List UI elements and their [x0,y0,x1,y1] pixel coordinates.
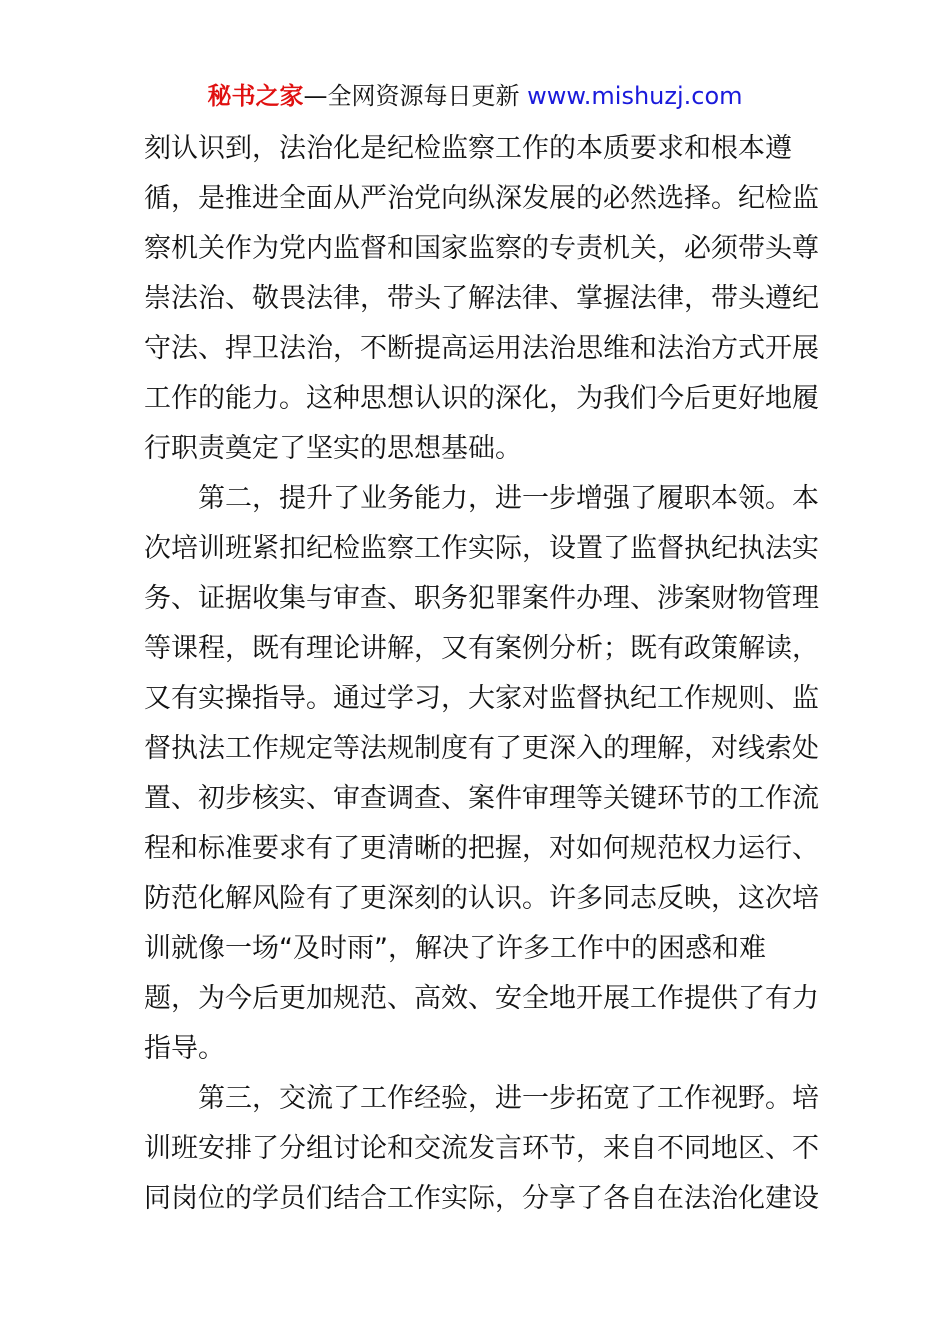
text-line: 崇法治、敬畏法律，带头了解法律、掌握法律，带头遵纪 [144,283,819,314]
text-line: 题，为今后更加规范、高效、安全地开展工作提供了有力 [144,983,819,1014]
text-line: 务、证据收集与审查、职务犯罪案件办理、涉案财物管理 [144,583,819,614]
text-line: 次培训班紧扣纪检监察工作实际，设置了监督执纪执法实 [144,533,819,564]
text-line: 工作的能力。这种思想认识的深化，为我们今后更好地履 [144,383,819,414]
text-line: 守法、捍卫法治，不断提高运用法治思维和法治方式开展 [144,333,819,364]
site-url[interactable]: www.mishuzj.com [527,82,743,110]
text-line: 行职责奠定了坚实的思想基础。 [144,433,522,464]
text-line: 指导。 [144,1033,225,1064]
text-line: 第三，交流了工作经验，进一步拓宽了工作视野。培 [144,1083,819,1114]
text-line: 等课程，既有理论讲解，又有案例分析；既有政策解读， [144,633,819,664]
page-header [0,80,950,112]
text-line: 又有实操指导。通过学习，大家对监督执纪工作规则、监 [144,683,819,714]
site-brand: 秘书之家 [207,82,304,110]
text-line: 第二，提升了业务能力，进一步增强了履职本领。本 [144,483,819,514]
text-line: 循，是推进全面从严治党向纵深发展的必然选择。纪检监 [144,183,819,214]
text-line: 防范化解风险有了更深刻的认识。许多同志反映，这次培 [144,883,819,914]
text-line: 察机关作为党内监督和国家监察的专责机关，必须带头尊 [144,233,819,264]
document-body [144,124,819,1224]
text-line: 同岗位的学员们结合工作实际，分享了各自在法治化建设 [144,1183,819,1214]
text-line: 督执法工作规定等法规制度有了更深入的理解，对线索处 [144,733,819,764]
text-line: 程和标准要求有了更清晰的把握，对如何规范权力运行、 [144,833,819,864]
text-line: 刻认识到，法治化是纪检监察工作的本质要求和根本遵 [144,133,792,164]
text-line: 训班安排了分组讨论和交流发言环节，来自不同地区、不 [144,1133,819,1164]
text-line: 训就像一场“及时雨”，解决了许多工作中的困惑和难 [144,933,766,964]
site-tagline: —全网资源每日更新 [303,82,520,110]
text-line: 置、初步核实、审查调查、案件审理等关键环节的工作流 [144,783,819,814]
